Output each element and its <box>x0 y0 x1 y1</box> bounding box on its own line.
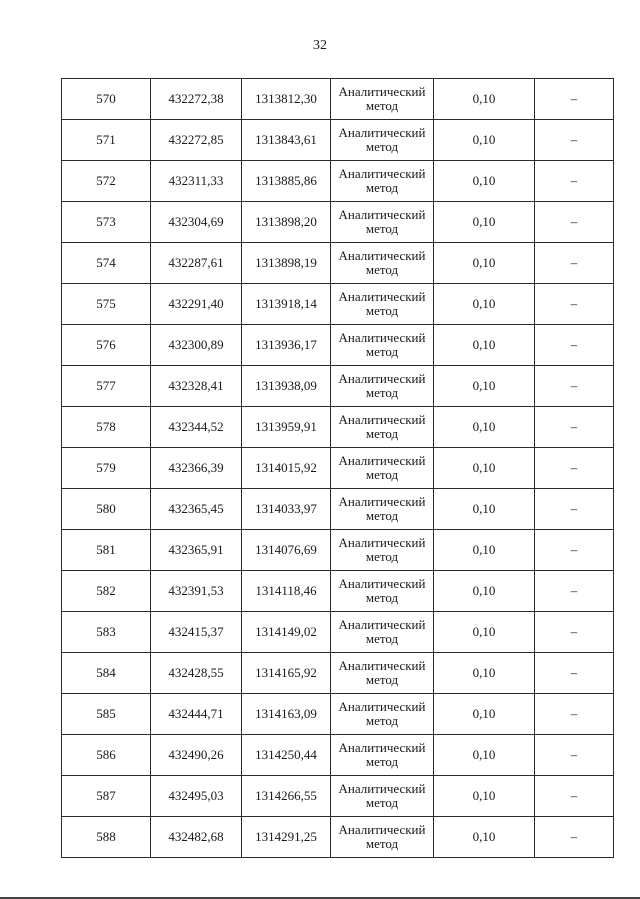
method-label-line1: Аналитический <box>338 371 426 386</box>
description-cell: – <box>535 161 614 202</box>
description-cell: – <box>535 366 614 407</box>
description-cell: – <box>535 407 614 448</box>
method-label-line1: Аналитический <box>338 822 426 837</box>
method-cell <box>331 530 434 571</box>
method-cell <box>331 448 434 489</box>
method-label-line2: метод <box>365 631 399 646</box>
description-cell: – <box>535 612 614 653</box>
method-label-line1: Аналитический <box>338 289 426 304</box>
method-label-line2: метод <box>365 139 399 154</box>
x-coordinate-cell: 432304,69 <box>151 202 242 243</box>
method-label-line1: Аналитический <box>338 207 426 222</box>
method-label-line2: метод <box>365 549 399 564</box>
method-cell <box>331 284 434 325</box>
point-number-cell: 581 <box>62 530 151 571</box>
x-coordinate-cell: 432328,41 <box>151 366 242 407</box>
table-body <box>62 79 614 858</box>
point-number-cell: 575 <box>62 284 151 325</box>
description-cell: – <box>535 79 614 120</box>
method-label-line1: Аналитический <box>338 617 426 632</box>
table-row <box>62 776 614 817</box>
error-cell: 0,10 <box>434 202 535 243</box>
table-row <box>62 120 614 161</box>
error-cell: 0,10 <box>434 489 535 530</box>
x-coordinate-cell: 432428,55 <box>151 653 242 694</box>
x-coordinate-cell: 432272,85 <box>151 120 242 161</box>
description-cell: – <box>535 530 614 571</box>
point-number-cell: 584 <box>62 653 151 694</box>
error-cell: 0,10 <box>434 735 535 776</box>
description-cell: – <box>535 694 614 735</box>
method-label-line2: метод <box>365 713 399 728</box>
method-label-line2: метод <box>365 303 399 318</box>
method-cell <box>331 120 434 161</box>
table-row <box>62 366 614 407</box>
description-cell: – <box>535 202 614 243</box>
x-coordinate-cell: 432311,33 <box>151 161 242 202</box>
method-cell <box>331 571 434 612</box>
point-number-cell: 577 <box>62 366 151 407</box>
y-coordinate-cell: 1313938,09 <box>242 366 331 407</box>
table-row <box>62 653 614 694</box>
x-coordinate-cell: 432287,61 <box>151 243 242 284</box>
table-row <box>62 694 614 735</box>
error-cell: 0,10 <box>434 284 535 325</box>
description-cell: – <box>535 817 614 858</box>
table-row <box>62 284 614 325</box>
x-coordinate-cell: 432415,37 <box>151 612 242 653</box>
table-row <box>62 79 614 120</box>
table-row <box>62 325 614 366</box>
error-cell: 0,10 <box>434 120 535 161</box>
error-cell: 0,10 <box>434 325 535 366</box>
error-cell: 0,10 <box>434 530 535 571</box>
method-label-line2: метод <box>365 836 399 851</box>
table-row <box>62 448 614 489</box>
method-label-line1: Аналитический <box>338 535 426 550</box>
error-cell: 0,10 <box>434 694 535 735</box>
method-label-line2: метод <box>365 262 399 277</box>
error-cell: 0,10 <box>434 817 535 858</box>
point-number-cell: 573 <box>62 202 151 243</box>
method-label-line2: метод <box>365 754 399 769</box>
x-coordinate-cell: 432490,26 <box>151 735 242 776</box>
point-number-cell: 587 <box>62 776 151 817</box>
method-cell <box>331 735 434 776</box>
description-cell: – <box>535 243 614 284</box>
point-number-cell: 586 <box>62 735 151 776</box>
y-coordinate-cell: 1313959,91 <box>242 407 331 448</box>
y-coordinate-cell: 1314165,92 <box>242 653 331 694</box>
y-coordinate-cell: 1314291,25 <box>242 817 331 858</box>
method-label-line2: метод <box>365 795 399 810</box>
method-cell <box>331 817 434 858</box>
point-number-cell: 576 <box>62 325 151 366</box>
method-label-line2: метод <box>365 426 399 441</box>
method-cell <box>331 407 434 448</box>
method-cell <box>331 653 434 694</box>
description-cell: – <box>535 653 614 694</box>
error-cell: 0,10 <box>434 571 535 612</box>
y-coordinate-cell: 1313812,30 <box>242 79 331 120</box>
y-coordinate-cell: 1313843,61 <box>242 120 331 161</box>
table-row <box>62 612 614 653</box>
point-number-cell: 579 <box>62 448 151 489</box>
point-number-cell: 570 <box>62 79 151 120</box>
table-row <box>62 735 614 776</box>
error-cell: 0,10 <box>434 366 535 407</box>
error-cell: 0,10 <box>434 448 535 489</box>
y-coordinate-cell: 1314118,46 <box>242 571 331 612</box>
x-coordinate-cell: 432344,52 <box>151 407 242 448</box>
method-cell <box>331 776 434 817</box>
point-number-cell: 572 <box>62 161 151 202</box>
y-coordinate-cell: 1313936,17 <box>242 325 331 366</box>
table-row <box>62 571 614 612</box>
method-label-line1: Аналитический <box>338 453 426 468</box>
description-cell: – <box>535 735 614 776</box>
page-number: 32 <box>313 38 327 53</box>
error-cell: 0,10 <box>434 776 535 817</box>
method-label-line1: Аналитический <box>338 166 426 181</box>
method-label-line2: метод <box>365 590 399 605</box>
method-label-line1: Аналитический <box>338 412 426 427</box>
method-label-line2: метод <box>365 344 399 359</box>
method-label-line1: Аналитический <box>338 740 426 755</box>
x-coordinate-cell: 432391,53 <box>151 571 242 612</box>
point-number-cell: 571 <box>62 120 151 161</box>
y-coordinate-cell: 1313898,20 <box>242 202 331 243</box>
table-row <box>62 407 614 448</box>
description-cell: – <box>535 489 614 530</box>
method-label-line2: метод <box>365 467 399 482</box>
method-label-line2: метод <box>365 385 399 400</box>
point-number-cell: 588 <box>62 817 151 858</box>
table-row <box>62 817 614 858</box>
method-label-line1: Аналитический <box>338 494 426 509</box>
method-cell <box>331 79 434 120</box>
method-label-line2: метод <box>365 221 399 236</box>
description-cell: – <box>535 284 614 325</box>
method-label-line1: Аналитический <box>338 658 426 673</box>
x-coordinate-cell: 432291,40 <box>151 284 242 325</box>
x-coordinate-cell: 432272,38 <box>151 79 242 120</box>
method-cell <box>331 694 434 735</box>
error-cell: 0,10 <box>434 243 535 284</box>
y-coordinate-cell: 1314250,44 <box>242 735 331 776</box>
x-coordinate-cell: 432365,91 <box>151 530 242 571</box>
method-label-line1: Аналитический <box>338 84 426 99</box>
description-cell: – <box>535 120 614 161</box>
point-number-cell: 582 <box>62 571 151 612</box>
method-label-line2: метод <box>365 508 399 523</box>
method-label-line1: Аналитический <box>338 576 426 591</box>
point-number-cell: 585 <box>62 694 151 735</box>
method-label-line1: Аналитический <box>338 125 426 140</box>
method-cell <box>331 366 434 407</box>
point-number-cell: 578 <box>62 407 151 448</box>
table-row <box>62 161 614 202</box>
description-cell: – <box>535 325 614 366</box>
error-cell: 0,10 <box>434 161 535 202</box>
x-coordinate-cell: 432495,03 <box>151 776 242 817</box>
method-label-line1: Аналитический <box>338 781 426 796</box>
x-coordinate-cell: 432300,89 <box>151 325 242 366</box>
method-label-line2: метод <box>365 180 399 195</box>
method-cell <box>331 612 434 653</box>
table-row <box>62 243 614 284</box>
error-cell: 0,10 <box>434 79 535 120</box>
method-label-line2: метод <box>365 672 399 687</box>
x-coordinate-cell: 432482,68 <box>151 817 242 858</box>
table-row <box>62 202 614 243</box>
method-cell <box>331 202 434 243</box>
x-coordinate-cell: 432365,45 <box>151 489 242 530</box>
y-coordinate-cell: 1313898,19 <box>242 243 331 284</box>
y-coordinate-cell: 1314149,02 <box>242 612 331 653</box>
y-coordinate-cell: 1314076,69 <box>242 530 331 571</box>
table-row <box>62 489 614 530</box>
method-label-line1: Аналитический <box>338 330 426 345</box>
y-coordinate-cell: 1313885,86 <box>242 161 331 202</box>
point-number-cell: 574 <box>62 243 151 284</box>
y-coordinate-cell: 1314266,55 <box>242 776 331 817</box>
error-cell: 0,10 <box>434 653 535 694</box>
table-row <box>62 530 614 571</box>
y-coordinate-cell: 1314163,09 <box>242 694 331 735</box>
error-cell: 0,10 <box>434 612 535 653</box>
point-number-cell: 580 <box>62 489 151 530</box>
y-coordinate-cell: 1314033,97 <box>242 489 331 530</box>
coordinates-table <box>61 78 614 858</box>
method-label-line1: Аналитический <box>338 699 426 714</box>
method-cell <box>331 161 434 202</box>
method-label-line1: Аналитический <box>338 248 426 263</box>
description-cell: – <box>535 448 614 489</box>
x-coordinate-cell: 432366,39 <box>151 448 242 489</box>
point-number-cell: 583 <box>62 612 151 653</box>
method-cell <box>331 243 434 284</box>
y-coordinate-cell: 1314015,92 <box>242 448 331 489</box>
method-cell <box>331 325 434 366</box>
method-label-line2: метод <box>365 98 399 113</box>
y-coordinate-cell: 1313918,14 <box>242 284 331 325</box>
error-cell: 0,10 <box>434 407 535 448</box>
method-cell <box>331 489 434 530</box>
description-cell: – <box>535 776 614 817</box>
x-coordinate-cell: 432444,71 <box>151 694 242 735</box>
description-cell: – <box>535 571 614 612</box>
